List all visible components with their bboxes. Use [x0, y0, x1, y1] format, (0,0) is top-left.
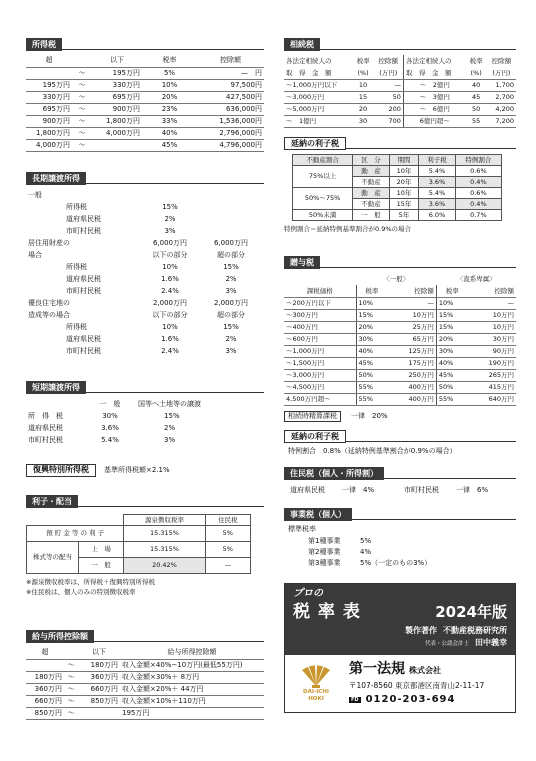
table-cell: 5% — [205, 542, 250, 558]
table-cell — [26, 201, 64, 213]
table-cell: 場合 — [28, 250, 42, 259]
table-cell — [78, 707, 120, 719]
table-cell: 55 — [466, 115, 487, 127]
table-cell: 360万円 — [26, 683, 64, 695]
table-cell: 125万円 — [387, 345, 436, 357]
table-cell: 5% — [142, 67, 197, 79]
table-cell: 50 — [466, 103, 487, 115]
table-cell: (%) — [466, 67, 487, 79]
table-cell: 5.4% — [101, 435, 119, 444]
table-cell: 40 — [466, 79, 487, 91]
table-row — [26, 91, 264, 103]
table-cell: 75%以上 — [293, 166, 353, 188]
table-cell: 道府県民税 — [66, 214, 101, 223]
table-cell: 2.4% — [161, 346, 179, 355]
table-cell: 不動産 — [353, 177, 390, 188]
table-cell: 株式等の配当 — [27, 542, 79, 574]
table-cell: 4,200 — [487, 103, 516, 115]
table-cell: 〜1,500万円 — [284, 357, 356, 369]
table-cell: 不動産 — [353, 199, 390, 210]
table-cell: 〜 6億円 — [403, 103, 465, 115]
table-cell: 市町村民税 — [66, 226, 101, 235]
long-term-table — [26, 189, 264, 357]
table-cell: 40% — [142, 127, 197, 139]
table-cell: 一 般 — [99, 399, 121, 408]
short-term-section — [26, 381, 264, 446]
table-cell: 4,000万円 — [26, 139, 72, 151]
table-cell: 415万円 — [468, 381, 516, 393]
table-cell — [26, 321, 64, 333]
table-cell: 収入金額×30%＋ 8万円 — [120, 671, 264, 683]
interest-table — [26, 514, 251, 574]
table-cell: 4,500万円超〜 — [284, 393, 356, 405]
table-cell — [92, 139, 142, 151]
table-cell: 20% — [356, 321, 387, 333]
table-cell: 5年 — [389, 210, 418, 221]
table-cell: 3% — [164, 435, 176, 444]
table-cell: 〜 — [64, 683, 78, 695]
table-cell: 1,700 — [487, 79, 516, 91]
table-cell: 400万円 — [387, 393, 436, 405]
table-cell: 〜 — [72, 127, 92, 139]
table-cell: 10% — [162, 322, 178, 331]
table-cell: 区 分 — [353, 155, 390, 166]
table-cell: 65万円 — [387, 333, 436, 345]
table-cell: 2% — [164, 423, 176, 432]
table-cell: 〜 — [64, 659, 78, 671]
table-cell: 税率 — [356, 285, 387, 297]
table-cell: 10% — [142, 79, 197, 91]
table-cell: 900万円 — [92, 103, 142, 115]
table-cell — [64, 647, 78, 659]
table-cell: 700 — [374, 115, 404, 127]
table-cell: 課税価格 — [284, 285, 356, 297]
income-tax-section — [26, 38, 264, 152]
table-cell: 以下の部分 — [152, 310, 188, 319]
salary-section: 給与所得控除額 超 以下 給与所得控除額 〜 180万円 収入金額×40%−10万円(最低55万円) 180万円 〜 360万円 収入金額×30%＋ 8万円 360万円 〜 660万円 収入金額×20%＋ 44万円 660万円 〜 850万円 収入金額×10%＋110万円 850万円 〜 195万円 — [26, 630, 264, 720]
table-cell: 動 産 — [353, 166, 390, 177]
table-cell: 〜1,000万円以下 — [284, 79, 353, 91]
table-cell: 640万円 — [468, 393, 516, 405]
table-cell: 30 — [353, 115, 374, 127]
table-cell: 2% — [225, 274, 237, 283]
table-cell: 23% — [142, 103, 197, 115]
table-cell: 10万円 — [468, 321, 516, 333]
table-cell: — — [205, 558, 250, 574]
table-cell — [198, 225, 264, 237]
table-cell: 40% — [356, 345, 387, 357]
table-cell: 市町村民税 — [66, 286, 101, 295]
table-cell: 20.42% — [124, 558, 205, 574]
table-cell: 〜 — [64, 671, 78, 683]
table-cell — [26, 333, 64, 345]
table-cell: 〜 — [72, 91, 92, 103]
table-cell: 3.6% — [419, 177, 456, 188]
table-cell: 〜5,000万円 — [284, 103, 353, 115]
table-cell: — — [468, 297, 516, 309]
table-cell: 取 得 金 額 — [284, 67, 353, 79]
table-cell: 控除額 — [387, 285, 436, 297]
resident-section: 住民税（個人・所得割） 道府県民税 一律 4% 市町村民税 一律 6% — [284, 467, 516, 496]
table-cell: 5.4% — [419, 166, 456, 177]
table-cell: 10年 — [389, 188, 418, 199]
table-cell: 4,000万円 — [92, 127, 142, 139]
table-cell: 源泉徴収税率 — [124, 515, 205, 526]
table-cell: 〜 — [72, 103, 92, 115]
table-cell: 5% — [205, 526, 250, 542]
table-cell: 給与所得控除額 — [120, 647, 264, 659]
table-cell: 15.315% — [124, 542, 205, 558]
table-cell: 〜300万円 — [284, 309, 356, 321]
table-cell: 各法定相続人の — [286, 56, 332, 65]
table-cell: 2,000万円 — [213, 298, 249, 307]
table-cell: 45 — [466, 91, 487, 103]
table-cell: 国等へ土地等の譲渡 — [138, 399, 201, 408]
table-cell: 超 — [26, 647, 64, 659]
table-cell: 30% — [356, 333, 387, 345]
short-term-header: 短期譲渡所得 — [26, 381, 264, 394]
table-cell: 55% — [436, 393, 467, 405]
table-cell: — 円 — [197, 67, 264, 79]
table-cell — [26, 67, 72, 79]
table-cell — [198, 213, 264, 225]
table-cell — [26, 398, 84, 410]
table-cell: 収入金額×20%＋ 44万円 — [120, 683, 264, 695]
interest-section: 利子・配当 源泉徴収税率 住民税 預 貯 金 等 の 利 子 15.315% 5% 株式等の配当 上 場 15.315% 5% 一 般 20.42% — ※源泉徴収税率は、所得税＋復興特別所得税 ※住民税は、個人のみの特別徴収税率 — [26, 495, 264, 596]
table-cell: 30% — [436, 345, 467, 357]
table-cell: 6,000万円 — [213, 238, 249, 247]
table-cell: 850万円 — [78, 695, 120, 707]
table-cell: 0.7% — [455, 210, 501, 221]
table-cell: 90万円 — [468, 345, 516, 357]
table-cell: 預 貯 金 等 の 利 子 — [27, 526, 124, 542]
table-cell: 住民税 — [205, 515, 250, 526]
table-cell: 15% — [223, 262, 239, 271]
table-cell: 195万円 — [26, 79, 72, 91]
table-cell: 〜400万円 — [284, 321, 356, 333]
table-cell: 427,500円 — [197, 91, 264, 103]
table-cell: 40% — [436, 357, 467, 369]
table-cell: 10年 — [389, 166, 418, 177]
table-row — [26, 127, 264, 139]
table-cell: 30% — [102, 411, 118, 420]
table-cell: 660万円 — [78, 683, 120, 695]
table-cell: 〜 — [72, 115, 92, 127]
table-cell: 15% — [356, 309, 387, 321]
table-cell — [198, 201, 264, 213]
table-cell: 25万円 — [387, 321, 436, 333]
table-cell — [26, 225, 64, 237]
table-cell: — — [374, 79, 404, 91]
table-cell: 特例割合 — [455, 155, 501, 166]
table-cell: 税率 — [356, 56, 370, 65]
table-cell: 15% — [162, 202, 178, 211]
delinquency-section-1: 延納の利子税 不動産割合 区 分 期間 利子税 特例割合 75%以上 動 産 10年 5.4% 0.6% 不動産 20年 3.6% 0.4% 50%〜75% 動 産 10年 5.4% 0.6% 不動産 15年 3.6% 0.4% 50%未満 一 般 5年 6.0% 0.7% 特例割合＝延納特例基準割合が0.9%の場合 — [284, 137, 516, 233]
table-cell: 900万円 — [26, 115, 72, 127]
table-cell: 33% — [142, 115, 197, 127]
table-cell: 330万円 — [26, 91, 72, 103]
table-cell — [26, 345, 64, 357]
free-dial-icon: FD — [351, 696, 359, 703]
table-cell: 税率 — [142, 55, 197, 67]
table-cell: 10% — [436, 297, 467, 309]
table-cell: 1.6% — [161, 274, 179, 283]
table-cell: 2.4% — [161, 286, 179, 295]
income-tax-header — [26, 38, 264, 51]
table-cell: 〜 3億円 — [403, 91, 465, 103]
table-cell: 4,796,000円 — [197, 139, 264, 151]
table-cell: 控除額 — [468, 285, 516, 297]
table-cell: 265万円 — [468, 369, 516, 381]
table-cell: 〜4,500万円 — [284, 381, 356, 393]
table-cell: 所得税 — [66, 202, 87, 211]
table-cell: 330万円 — [92, 79, 142, 91]
table-cell: 190万円 — [468, 357, 516, 369]
table-cell: 10万円 — [387, 309, 436, 321]
table-cell: 〜 — [64, 695, 78, 707]
table-cell: 15% — [223, 322, 239, 331]
table-cell: 250万円 — [387, 369, 436, 381]
table-cell: 2,700 — [487, 91, 516, 103]
table-cell: 〜 — [72, 139, 92, 151]
table-cell: 6億円超〜 — [403, 115, 465, 127]
table-cell: 不動産割合 — [293, 155, 353, 166]
table-cell: 695万円 — [92, 91, 142, 103]
table-cell: 15% — [164, 411, 180, 420]
table-cell: 〜3,000万円 — [284, 91, 353, 103]
table-cell: 45% — [142, 139, 197, 151]
table-cell: 0.4% — [455, 177, 501, 188]
table-cell: 55% — [356, 393, 387, 405]
table-cell — [27, 515, 124, 526]
table-cell: 0.6% — [455, 188, 501, 199]
table-cell: 利子税 — [419, 155, 456, 166]
table-cell: 850万円 — [26, 707, 64, 719]
table-cell — [26, 285, 64, 297]
company-logo-icon: DAI-ICHI HOKI — [291, 661, 341, 707]
table-cell: 15% — [436, 309, 467, 321]
table-cell: 636,000円 — [197, 103, 264, 115]
table-cell: 180万円 — [78, 659, 120, 671]
table-cell: 50%未満 — [293, 210, 353, 221]
table-cell: 一 般 — [79, 558, 124, 574]
table-cell: 税率 — [469, 56, 483, 65]
table-cell: 200 — [374, 103, 404, 115]
table-cell: 〜 — [72, 79, 92, 91]
table-cell: 超 — [26, 55, 72, 67]
table-header-row — [26, 55, 264, 67]
publisher-banner: プロの 税 率 表 2024年版 製作著作 不動産税務研究所 代表・公認会計士 田中義幸 — [285, 584, 515, 655]
table-cell: 400万円 — [387, 381, 436, 393]
table-cell: 〜1,000万円 — [284, 345, 356, 357]
table-cell: 3% — [225, 286, 237, 295]
table-cell: 1,800万円 — [26, 127, 72, 139]
table-cell: 3.6% — [101, 423, 119, 432]
table-cell: 20年 — [389, 177, 418, 188]
table-cell: 〈直系卑属〉 — [456, 274, 496, 283]
section-title: 所得税 — [26, 38, 62, 51]
table-cell: 6.0% — [419, 210, 456, 221]
table-cell: 20 — [353, 103, 374, 115]
table-cell: 15年 — [389, 199, 418, 210]
table-cell: 2,796,000円 — [197, 127, 264, 139]
table-cell: 3.6% — [419, 199, 456, 210]
table-cell: 以下 — [78, 647, 120, 659]
table-row — [26, 67, 264, 79]
table-cell: 収入金額×10%＋110万円 — [120, 695, 264, 707]
delinquency-section-2: 延納の利子税 特例割合 0.8%（延納特例基準割合が0.9%の場合） — [284, 430, 516, 456]
table-cell: 45% — [436, 369, 467, 381]
table-row — [26, 103, 264, 115]
table-cell: 15% — [436, 321, 467, 333]
table-cell: 控除額 — [491, 56, 512, 65]
salary-table — [26, 647, 264, 720]
table-cell: 0.4% — [455, 199, 501, 210]
table-cell: 1,800万円 — [92, 115, 142, 127]
table-cell: 3% — [225, 346, 237, 355]
long-term-header: 長期譲渡所得 — [26, 172, 264, 185]
table-cell: 50%〜75% — [293, 188, 353, 210]
delinquency-table — [292, 154, 502, 221]
business-section: 事業税（個人） 標準税率 第1種事業 5% 第2種事業 4% 第3種事業 5%（一定のもの3%） — [284, 508, 516, 569]
table-cell: 各法定相続人の — [403, 55, 465, 67]
table-cell: 造成等の場合 — [28, 310, 70, 319]
table-row — [26, 79, 264, 91]
table-cell: 55% — [356, 381, 387, 393]
table-cell: — — [387, 297, 436, 309]
income-tax-table — [26, 55, 264, 152]
table-cell: 控除額 — [197, 55, 264, 67]
table-cell: 15.315% — [124, 526, 205, 542]
short-term-table — [26, 398, 264, 446]
table-cell: (%) — [353, 67, 374, 79]
table-cell: (万円) — [374, 67, 404, 79]
table-cell: 道府県民税 — [66, 274, 101, 283]
table-cell: 控除額 — [378, 56, 399, 65]
table-cell: 10% — [162, 262, 178, 271]
table-cell: 超の部分 — [217, 250, 245, 259]
table-cell — [26, 273, 64, 285]
table-cell — [26, 213, 64, 225]
table-cell: 2% — [164, 214, 176, 223]
table-cell: 2,000万円 — [152, 298, 188, 307]
table-cell: 〜200万円以下 — [284, 297, 356, 309]
table-cell: 税率 — [436, 285, 467, 297]
table-cell: 30万円 — [468, 333, 516, 345]
gift-section: 贈与税 〈一般〉 〈直系卑属〉 課税価格 税率 控除額 税率 控除額 〜200万円以下 10% — 10% — 〜300万円 15% 10万円 15% 10万円 〜400万円 20% 25万円 15% 10万円 〜600万円 30% 65万円 20% 30万円 〜1,000万円 40% 125万円 30% 90万円 〜1,500万円 45% 175万円 40% 190万円 〜3,000万円 50% 250万円 45% 265万円 〜4,500万円 55% 400万円 50% 415万円 4,500万円超〜 55% 400万円 55% 640万円 相続時精算課税 一律 20% — [286, 257, 514, 421]
table-cell: 10% — [356, 297, 387, 309]
reconstruction-section: 復興特別所得税 基準所得税額×2.1% — [26, 464, 264, 476]
table-cell: 1.6% — [161, 334, 179, 343]
table-cell — [26, 659, 64, 671]
table-cell: 360万円 — [78, 671, 120, 683]
table-cell: 市町村民税 — [66, 346, 101, 355]
table-cell: 3% — [164, 226, 176, 235]
publisher-box — [284, 583, 516, 713]
table-cell: 〜600万円 — [284, 333, 356, 345]
table-cell: 20% — [142, 91, 197, 103]
table-cell: 175万円 — [387, 357, 436, 369]
table-cell: 取 得 金 額 — [403, 67, 465, 79]
table-cell: 180万円 — [26, 671, 64, 683]
table-cell: 10 — [353, 79, 374, 91]
table-cell: 一般 — [28, 190, 42, 199]
table-cell: 195万円 — [92, 67, 142, 79]
table-cell: 〜 1億円 — [284, 115, 353, 127]
table-cell: 50% — [356, 369, 387, 381]
table-cell: 所 得 税 — [28, 411, 63, 420]
table-cell: 道府県民税 — [66, 334, 101, 343]
table-cell: 660万円 — [26, 695, 64, 707]
table-cell: 期間 — [389, 155, 418, 166]
table-cell: 所得税 — [66, 262, 87, 271]
table-cell — [72, 55, 92, 67]
publisher-info: DAI-ICHI HOKI 第一法規 株式会社 〒107-8560 東京都港区南青山2-11-17 FD 0120-203-694 — [285, 655, 515, 712]
table-cell: 市町村民税 — [28, 435, 63, 444]
table-cell: 1,536,000円 — [197, 115, 264, 127]
table-cell: 以下 — [92, 55, 142, 67]
table-cell: 〈一般〉 — [383, 274, 410, 283]
table-cell: 収入金額×40%−10万円(最低55万円) — [120, 659, 264, 671]
table-cell: 50 — [374, 91, 404, 103]
table-cell: 45% — [356, 357, 387, 369]
table-cell: 〜 2億円 — [403, 79, 465, 91]
table-cell: 上 場 — [79, 542, 124, 558]
table-row — [26, 115, 264, 127]
table-cell: 優良住宅地の — [28, 298, 70, 307]
inheritance-table — [284, 55, 516, 128]
table-cell — [284, 273, 356, 285]
table-cell: 〜 — [64, 707, 78, 719]
table-cell: 〜 — [72, 67, 92, 79]
table-cell: 2% — [225, 334, 237, 343]
table-cell: 〜3,000万円 — [284, 369, 356, 381]
table-cell: 20% — [436, 333, 467, 345]
gift-table — [284, 273, 516, 406]
table-cell: 10万円 — [468, 309, 516, 321]
table-cell: 5.4% — [419, 188, 456, 199]
table-cell: 6,000万円 — [152, 238, 188, 247]
table-cell: (万円) — [487, 67, 516, 79]
table-cell: 道府県民税 — [28, 423, 63, 432]
table-cell: 7,200 — [487, 115, 516, 127]
table-cell: 50% — [436, 381, 467, 393]
table-cell: 以下の部分 — [152, 250, 188, 259]
table-cell: 居住用財産の — [28, 238, 70, 247]
table-cell: 195万円 — [120, 707, 264, 719]
table-cell: 0.6% — [455, 166, 501, 177]
table-row — [26, 139, 264, 151]
table-cell: 動 産 — [353, 188, 390, 199]
table-cell: 97,500円 — [197, 79, 264, 91]
table-cell — [26, 261, 64, 273]
long-term-section — [26, 172, 264, 357]
table-cell: 695万円 — [26, 103, 72, 115]
inheritance-section: 相続税 各法定相続人の 税率 控除額 各法定相続人の 税率 控除額 取 得 金 額 (%) (万円) 取 得 金 額 (%) (万円) 〜1,000万円以下 10 — 〜 2億円 40 1,700 〜3,000万円 15 50 〜 3億円 45 2,700 〜5,000万円 20 200 〜 6億円 50 4,200 〜 1億円 30 700 6億円超〜 55 7,200 — [284, 38, 516, 128]
table-cell: 一 般 — [353, 210, 390, 221]
table-cell: 所得税 — [66, 322, 87, 331]
table-cell: 15 — [353, 91, 374, 103]
table-cell: 超の部分 — [217, 310, 245, 319]
